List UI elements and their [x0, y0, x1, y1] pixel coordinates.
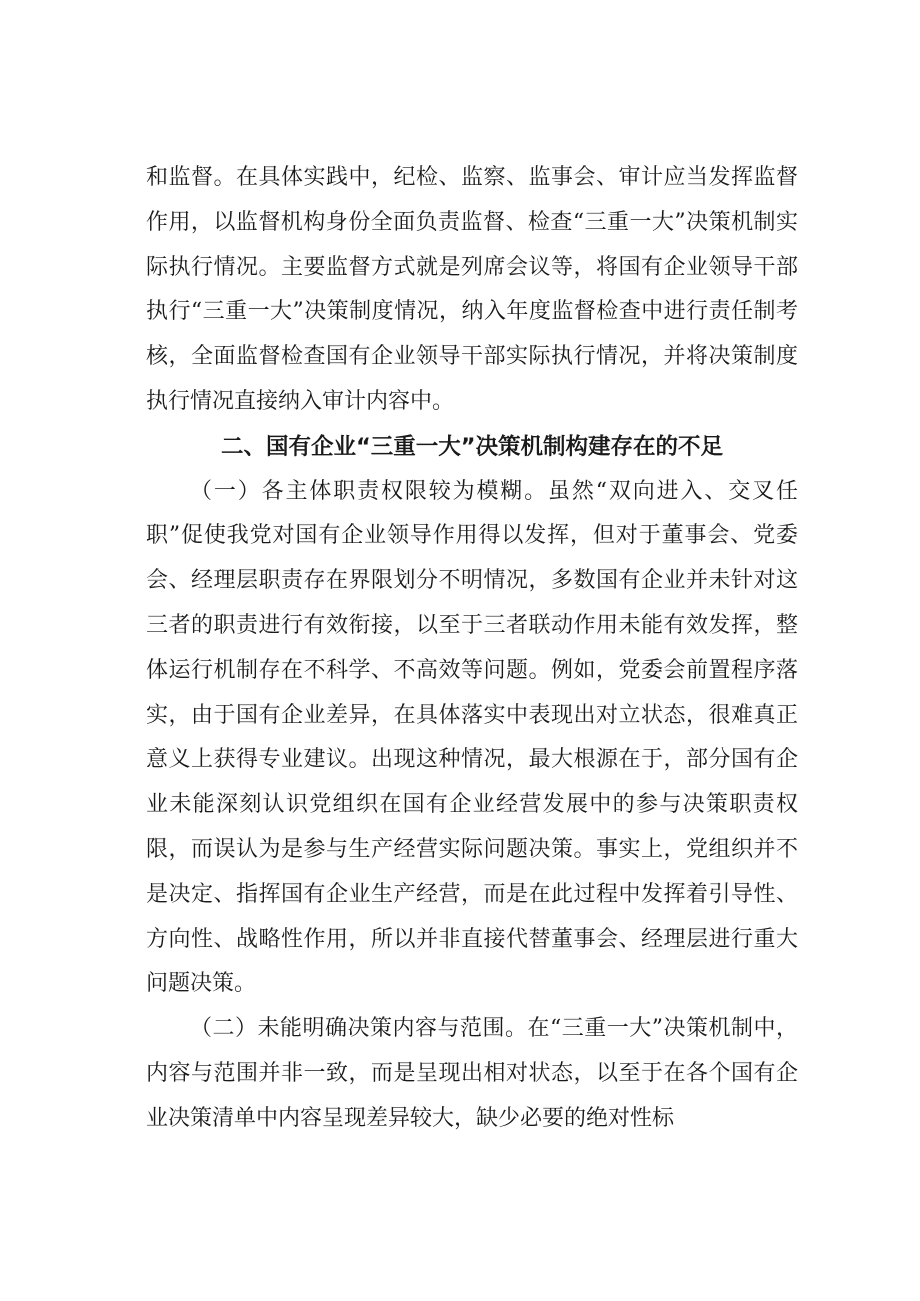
section-heading: 二、国有企业“三重一大”决策机制构建存在的不足 — [220, 433, 724, 460]
paragraph-supervision: 和监督。在具体实践中，纪检、监察、监事会、审计应当发挥监督作用，以监督机构身份全面负责监督、检查“三重一大”决策机制实际执行情况。主要监督方式就是列席会议等，将国有企业领导干部执行“三重一大”决策制度情况，纳入年度监督检查中进行责任制考核，全面监督检查国有企业领导干部实际执行情况，并将决策制度执行情况直接纳入审计内容中。 — [146, 165, 798, 414]
document-body — [146, 156, 798, 1142]
paragraph-responsibilities: （一）各主体职责权限较为模糊。虽然“双向进入、交叉任职”促使我党对国有企业领导作用得以发挥，但对于董事会、党委会、经理层职责存在界限划分不明情况，多数国有企业并未针对这三者的职责进行有效衔接，以至于三者联动作用未能有效发挥，整体运行机制存在不科学、不高效等问题。例如，党委会前置程序落实，由于国有企业差异，在具体落实中表现出对立状态，很难真正意义上获得专业建议。出现这种情况，最大根源在于，部分国有企业未能深刻认识党组织在国有企业经营发展中的参与决策职责权限，而误认为是参与生产经营实际问题决策。事实上，党组织并不是决定、指挥国有企业生产经营，而是在此过程中发挥着引导性、方向性、战略性作用，所以并非直接代替董事会、经理层进行重大问题决策。 — [146, 478, 798, 997]
paragraph-scope: （二）未能明确决策内容与范围。在“三重一大”决策机制中，内容与范围并非一致，而是呈现出相对状态，以至于在各个国有企业决策清单中内容呈现差异较大，缺少必要的绝对性标 — [146, 1016, 798, 1131]
